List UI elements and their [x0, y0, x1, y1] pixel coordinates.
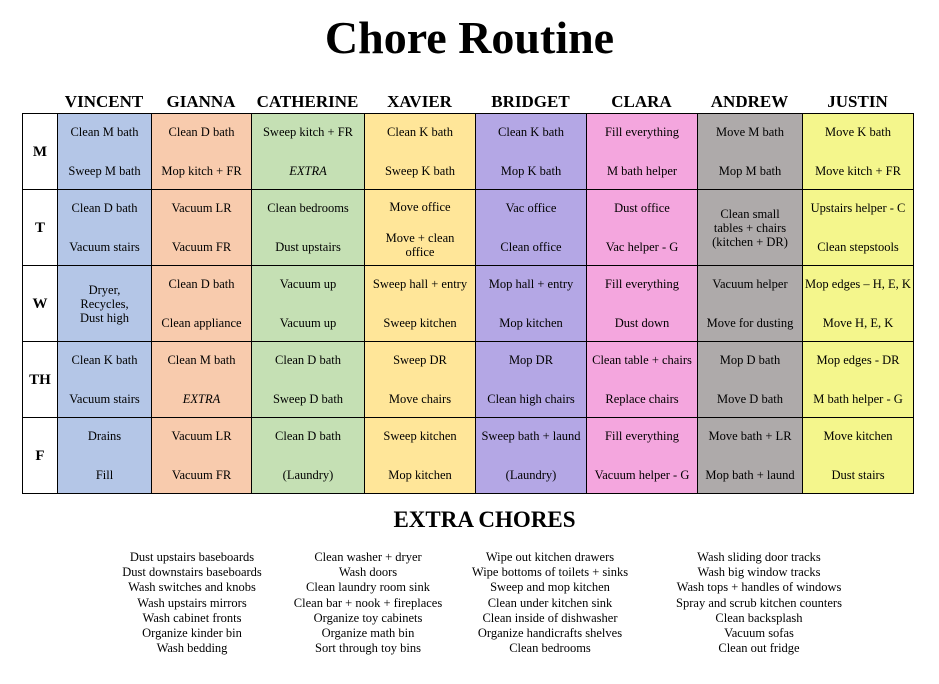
- chore-cell: [365, 190, 476, 266]
- chore-text: Sweep kitchen: [383, 316, 457, 330]
- chore-text: Mop edges - DR: [816, 353, 900, 367]
- chore-text: Move kitchen: [823, 429, 893, 443]
- chore-cell: [365, 266, 476, 342]
- chore-text: Move H, E, K: [822, 316, 894, 330]
- chore-text: Fill everything: [605, 277, 679, 291]
- chore-text: Clean office: [500, 240, 562, 254]
- chore-cell: [152, 418, 252, 494]
- chore-text: Sweep K bath: [384, 164, 456, 178]
- day-row-f: [23, 418, 914, 494]
- extra-chore-item: Clean laundry room sink: [306, 580, 430, 595]
- chore-cell: [58, 190, 152, 266]
- extra-chore-item: Clean bedrooms: [509, 641, 591, 656]
- chore-text: Move M bath: [715, 125, 785, 139]
- chore-text: Clean D bath: [168, 125, 235, 139]
- chore-text: Mop D bath: [719, 353, 781, 367]
- header-catherine: CATHERINE: [256, 92, 359, 111]
- extra-chores-list: [0, 550, 939, 655]
- chore-text: Vacuum LR: [171, 201, 232, 215]
- chore-cell: [476, 418, 587, 494]
- extra-chore-item: Wash switches and knobs: [128, 580, 256, 595]
- chore-cell: [803, 418, 914, 494]
- chore-cell: [58, 266, 152, 342]
- chore-cell: [803, 190, 914, 266]
- chore-cell: [152, 114, 252, 190]
- extra-chores-column: [654, 550, 864, 656]
- chore-cell: [698, 266, 803, 342]
- header-vincent: VINCENT: [64, 92, 144, 111]
- chore-cell: [803, 342, 914, 418]
- extra-chore-item: Clean bar + nook + fireplaces: [293, 595, 443, 610]
- page-title: Chore Routine: [324, 12, 615, 63]
- chore-cell: [587, 342, 698, 418]
- chore-text: Vac helper - G: [605, 240, 679, 254]
- chore-text: Dust stairs: [831, 468, 885, 482]
- day-row-w: [23, 266, 914, 342]
- chore-text: Move + clean office: [385, 231, 455, 259]
- extra-chore-item: Wash doors: [338, 565, 398, 580]
- chore-text: Clean K bath: [498, 125, 564, 139]
- chore-cell: [365, 342, 476, 418]
- day-row-m: [23, 114, 914, 190]
- chore-cell: [252, 342, 365, 418]
- chore-cell: [365, 418, 476, 494]
- chore-text: Clean small tables + chairs (kitchen + DR): [712, 206, 788, 249]
- chore-text: Mop DR: [508, 353, 554, 367]
- chore-text: Vacuum helper: [712, 277, 788, 291]
- chore-text: Dust upstairs: [275, 240, 341, 254]
- chore-text: Mop edges – H, E, K: [805, 277, 911, 291]
- chore-text: Sweep hall + entry: [372, 277, 468, 291]
- header-justin: JUSTIN: [827, 92, 888, 111]
- extra-chores-heading: EXTRA CHORES: [393, 507, 576, 532]
- chore-text: Move for dusting: [706, 316, 794, 330]
- chore-text: Sweep kitchen: [383, 429, 457, 443]
- chore-text: (Laundry): [282, 468, 334, 482]
- chore-text: Clean M bath: [70, 125, 139, 139]
- chore-text: EXTRA: [182, 392, 221, 406]
- chore-text: M bath helper: [606, 164, 678, 178]
- chore-cell: [58, 418, 152, 494]
- chore-text: Vacuum up: [279, 277, 337, 291]
- chore-text: Clean K bath: [387, 125, 453, 139]
- chore-cell: [476, 342, 587, 418]
- header-clara: CLARA: [611, 92, 672, 111]
- chore-text: Replace chairs: [605, 392, 679, 406]
- chore-text: Sweep kitch + FR: [262, 125, 354, 139]
- chore-text: Vacuum stairs: [69, 240, 140, 254]
- chore-text: Dust office: [614, 201, 670, 215]
- extra-chore-item: Spray and scrub kitchen counters: [676, 595, 842, 610]
- chore-text: Clean appliance: [161, 316, 242, 330]
- chore-cell: [252, 190, 365, 266]
- day-row-th: [23, 342, 914, 418]
- extra-chore-item: Clean inside of dishwasher: [482, 610, 618, 625]
- person-header-row: [57, 90, 913, 114]
- chore-text: Clean stepstools: [817, 240, 899, 254]
- extra-chores-column: [445, 550, 655, 656]
- chore-text: EXTRA: [289, 164, 327, 178]
- extra-chore-item: Wash sliding door tracks: [697, 550, 821, 564]
- chore-cell: [587, 418, 698, 494]
- extra-chore-item: Dust downstairs baseboards: [122, 565, 262, 580]
- extra-chore-item: Wipe bottoms of toilets + sinks: [471, 565, 629, 580]
- extra-chore-item: Sweep and mop kitchen: [490, 580, 610, 595]
- chore-cell: [803, 114, 914, 190]
- day-label: M: [23, 114, 58, 190]
- chore-text: Drains: [87, 429, 122, 443]
- day-label: W: [23, 266, 58, 342]
- chore-text: Clean D bath: [71, 201, 138, 215]
- chore-text: Move bath + LR: [708, 429, 792, 443]
- chore-text: Move office: [389, 200, 451, 214]
- extra-chore-item: Sort through toy bins: [315, 641, 421, 656]
- extra-chore-item: Vacuum sofas: [724, 626, 794, 641]
- chore-text: Vacuum up: [279, 316, 337, 330]
- chore-text: Clean D bath: [275, 429, 341, 443]
- chore-cell: [698, 342, 803, 418]
- extra-chore-item: Dust upstairs baseboards: [129, 550, 255, 564]
- chore-text: Mop kitchen: [499, 316, 563, 330]
- day-label: F: [23, 418, 58, 494]
- extra-chore-item: Organize math bin: [321, 626, 415, 641]
- chore-text: Clean table + chairs: [592, 353, 692, 367]
- chore-text: Mop bath + laund: [705, 468, 795, 482]
- chore-cell: [803, 266, 914, 342]
- chore-text: Mop hall + entry: [488, 277, 574, 291]
- chore-cell: [252, 114, 365, 190]
- chore-text: Upstairs helper - C: [810, 201, 906, 215]
- chore-cell: [58, 114, 152, 190]
- chore-text: Fill everything: [605, 429, 679, 443]
- extra-chore-item: Wash tops + handles of windows: [676, 580, 842, 595]
- chore-text: Vacuum LR: [171, 429, 232, 443]
- extra-chore-item: Organize handicrafts shelves: [477, 626, 623, 641]
- chore-text: Dust down: [614, 316, 670, 330]
- chore-text: Move kitch + FR: [815, 164, 901, 178]
- extra-chores-column: [263, 550, 473, 656]
- extra-chore-item: Clean backsplash: [715, 610, 803, 625]
- extra-chore-item: Wash upstairs mirrors: [137, 595, 247, 610]
- chore-text: Clean M bath: [167, 353, 236, 367]
- chore-text: Vacuum FR: [171, 240, 232, 254]
- extra-chore-item: Organize toy cabinets: [313, 610, 423, 625]
- chore-cell: [587, 266, 698, 342]
- day-label: T: [23, 190, 58, 266]
- extra-chore-item: Organize kinder bin: [142, 626, 242, 641]
- extra-chore-item: Clean washer + dryer: [314, 550, 422, 564]
- header-andrew: ANDREW: [710, 92, 789, 111]
- chore-text: Sweep D bath: [272, 392, 344, 406]
- chore-text: Sweep M bath: [68, 164, 141, 178]
- chore-cell: [698, 418, 803, 494]
- chore-text: Dryer, Recycles, Dust high: [80, 282, 129, 325]
- header-xavier: XAVIER: [387, 92, 452, 111]
- chore-text: Clean D bath: [168, 277, 235, 291]
- extra-chore-item: Wipe out kitchen drawers: [485, 550, 615, 564]
- chore-text: Vacuum FR: [171, 468, 232, 482]
- chore-cell: [476, 266, 587, 342]
- chore-text: Mop K bath: [500, 164, 562, 178]
- chore-text: Fill: [95, 468, 114, 482]
- chore-text: Fill everything: [605, 125, 679, 139]
- chore-text: Move K bath: [825, 125, 891, 139]
- chore-text: Mop kitchen: [388, 468, 452, 482]
- chore-text: Mop kitch + FR: [161, 164, 242, 178]
- chore-cell: [152, 266, 252, 342]
- chore-text: Vacuum helper - G: [594, 468, 690, 482]
- chore-text: M bath helper - G: [813, 392, 903, 406]
- extra-chore-item: Wash big window tracks: [697, 565, 821, 580]
- chore-text: Clean D bath: [275, 353, 341, 367]
- extra-chore-item: Wash bedding: [156, 641, 228, 656]
- chore-cell: [698, 190, 803, 266]
- day-label: TH: [23, 342, 58, 418]
- chore-text: Clean bedrooms: [267, 201, 349, 215]
- chore-cell: [365, 114, 476, 190]
- header-bridget: BRIDGET: [491, 92, 570, 111]
- chore-text: Move D bath: [717, 392, 783, 406]
- chore-text: Vac office: [505, 201, 557, 215]
- chore-cell: [58, 342, 152, 418]
- chore-cell: [252, 266, 365, 342]
- chore-cell: [587, 114, 698, 190]
- chore-text: Clean high chairs: [487, 392, 575, 406]
- chore-cell: [476, 114, 587, 190]
- chore-text: Move chairs: [388, 392, 452, 406]
- header-gianna: GIANNA: [166, 92, 236, 111]
- extra-chore-item: Wash cabinet fronts: [142, 610, 242, 625]
- chore-text: Sweep bath + laund: [481, 429, 581, 443]
- chore-cell: [587, 190, 698, 266]
- chore-cell: [476, 190, 587, 266]
- chore-cell: [152, 342, 252, 418]
- extra-chore-item: Clean out fridge: [718, 641, 800, 656]
- chore-text: Mop M bath: [718, 164, 782, 178]
- chore-schedule-table: [22, 113, 914, 494]
- day-row-t: [23, 190, 914, 266]
- extra-chore-item: Clean under kitchen sink: [487, 595, 613, 610]
- chore-cell: [698, 114, 803, 190]
- chore-text: Vacuum stairs: [69, 392, 140, 406]
- chore-cell: [252, 418, 365, 494]
- chore-text: Sweep DR: [393, 353, 447, 367]
- chore-cell: [152, 190, 252, 266]
- chore-text: Clean K bath: [71, 353, 138, 367]
- chore-text: (Laundry): [505, 468, 557, 482]
